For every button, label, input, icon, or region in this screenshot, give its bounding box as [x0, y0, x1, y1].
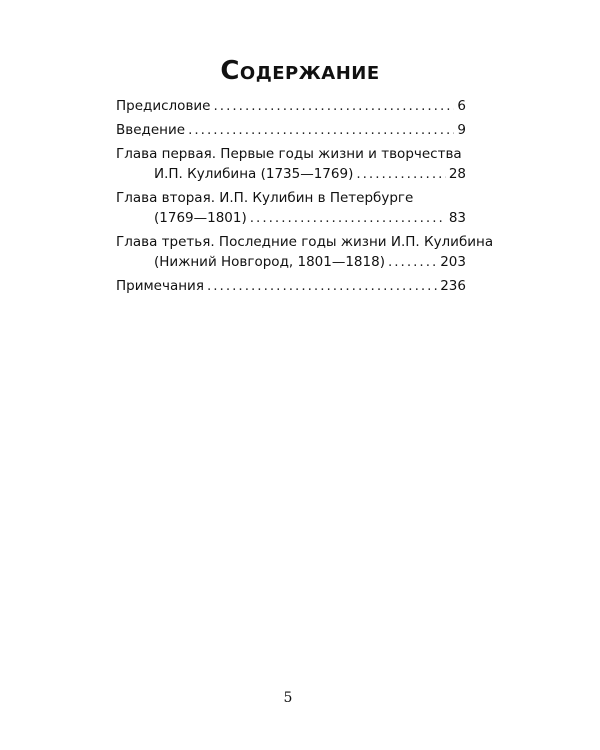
toc-entry-label: Предисловие: [116, 98, 211, 114]
toc-page-number: 9: [457, 122, 466, 138]
toc-entry-label-continued: (1769—1801): [154, 210, 247, 226]
dot-leader: [207, 276, 437, 296]
toc-entry-label: Глава первая. Первые годы жизни и творчества: [116, 146, 462, 162]
toc-entry-label-continued: (Нижний Новгород, 1801—1818): [154, 254, 385, 270]
toc-page-number: 203: [440, 254, 466, 270]
page-number: 5: [283, 690, 293, 706]
contents-title: Содержание: [220, 56, 380, 86]
dot-leader: [250, 208, 446, 228]
toc-line: [116, 120, 466, 140]
toc-line: [116, 96, 466, 116]
toc-page-number: 83: [448, 210, 466, 226]
toc-entry-preface: [116, 96, 466, 116]
toc-page-number: 236: [440, 278, 466, 294]
toc-line: [116, 144, 466, 164]
toc-entry-label: Глава вторая. И.П. Кулибин в Петербурге: [116, 190, 414, 206]
toc-line: [116, 188, 466, 208]
toc-entry-chapter-1: [116, 144, 466, 184]
toc-entry-label: Примечания: [116, 278, 204, 294]
toc-page-number: 6: [457, 98, 466, 114]
toc-entry-introduction: [116, 120, 466, 140]
dot-leader: [356, 164, 445, 184]
table-of-contents: [116, 96, 494, 300]
toc-entry-chapter-2: [116, 188, 466, 228]
toc-entry-label-continued: И.П. Кулибина (1735—1769): [154, 166, 354, 182]
toc-line: [116, 232, 494, 252]
toc-entry-label: Глава третья. Последние годы жизни И.П. Кулибина: [116, 234, 494, 250]
toc-line-continued: [116, 164, 466, 184]
toc-entry-label: Введение: [116, 122, 186, 138]
dot-leader: [188, 120, 454, 140]
dot-leader: [213, 96, 454, 116]
toc-entry-chapter-3: [116, 232, 494, 272]
toc-page-number: 28: [448, 166, 466, 182]
toc-line-continued: [116, 252, 466, 272]
toc-entry-notes: [116, 276, 466, 296]
toc-line: [116, 276, 466, 296]
toc-line-continued: [116, 208, 466, 228]
dot-leader: [388, 252, 437, 272]
